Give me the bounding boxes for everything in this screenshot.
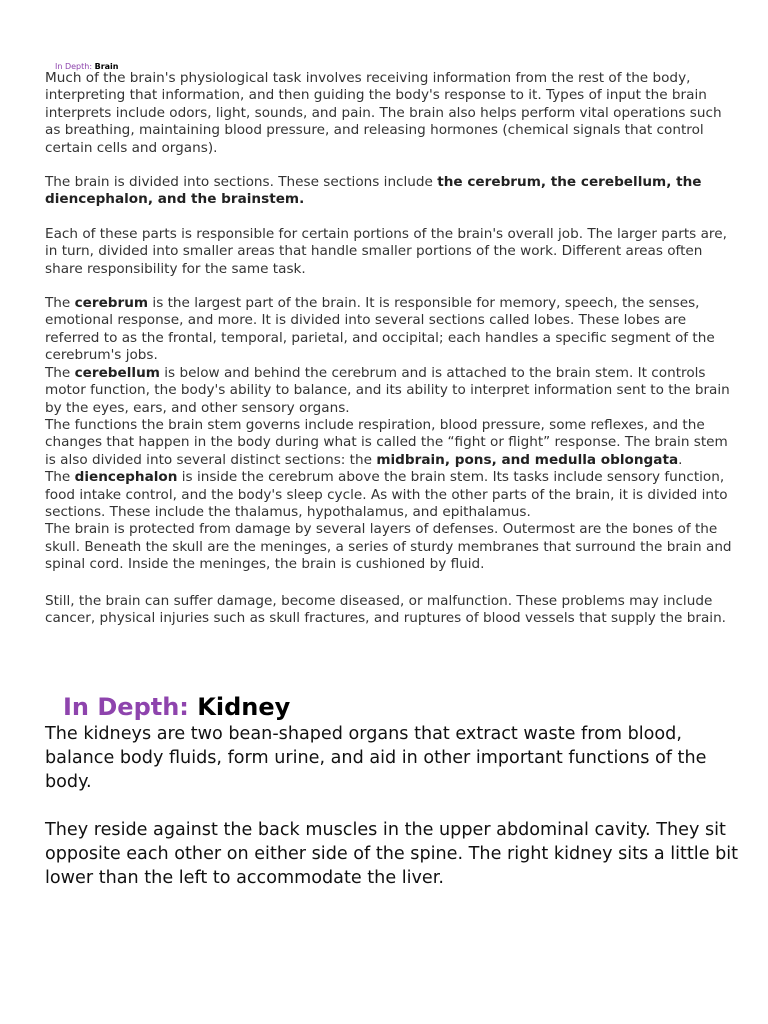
brain-paragraph-sections (45, 174, 735, 209)
text-span: The brain is divided into sections. These sections include (45, 174, 438, 191)
brain-paragraph-cerebellum (45, 365, 735, 417)
kidney-article-body (45, 722, 745, 890)
in-depth-label: In Depth: (55, 62, 93, 71)
brain-article-body (45, 70, 735, 627)
brain-paragraph-damage: Still, the brain can suffer damage, become diseased, or malfunction. These problems may include cancer, physical injuries such as skull fractures, and ruptures of blood vessels that supply the brain. (45, 592, 727, 626)
bold-text: cerebellum (74, 364, 160, 381)
text-span: is inside the cerebrum above the brain stem. Its tasks include sensory function, food intake control, and the body's sleep cycle. As with the other parts of the brain, it is divided into sections. These include the thalamus, hypothalamus, and epithalamus. (45, 469, 728, 520)
kidney-section-heading (63, 690, 290, 724)
kidney-paragraph-intro: The kidneys are two bean-shaped organs that extract waste from blood, balance body fluids, form urine, and aid in other important functions of the body. (45, 724, 707, 792)
brain-paragraph-protection: The brain is protected from damage by several layers of defenses. Outermost are the bones of the skull. Beneath the skull are the meninges, a series of sturdy membranes that surround the brain and spinal cord. Inside the meninges, the brain is cushioned by fluid. (45, 521, 732, 573)
brain-paragraph-brainstem (45, 417, 735, 469)
text-span: The functions the brain stem governs include respiration, blood pressure, some reflexes, and the changes that happen in the body during what is called the “fight or flight” response. The brain stem is also divided into several distinct sections: the (45, 416, 728, 468)
text-span: . (678, 451, 683, 468)
brain-topic-label: Brain (94, 62, 119, 71)
bold-text: cerebrum (74, 295, 149, 312)
text-span: is the largest part of the brain. It is responsible for memory, speech, the senses, emotional response, and more. It is divided into several sections called lobes. These lobes are referred to as the frontal, temporal, parietal, and occipital; each handles a specific segment of the cerebrum's jobs. (45, 295, 715, 364)
brain-paragraph-intro: Much of the brain's physiological task involves receiving information from the rest of the body, interpreting that information, and then guiding the body's response to it. Types of input the brain interprets include odors, light, sounds, and pain. The brain also helps perform vital operations such as breathing, maintaining blood pressure, and releasing hormones (chemical signals that control certain cells and organs). (45, 70, 722, 156)
bold-text: diencephalon (74, 469, 178, 486)
text-span: The (45, 295, 75, 312)
kidney-topic-label: Kidney (197, 693, 291, 721)
bold-text: midbrain, pons, and medulla oblongata (376, 451, 679, 468)
text-span: is below and behind the cerebrum and is attached to the brain stem. It controls motor function, the body's ability to balance, and its ability to interpret information sent to the brain by the eyes, ears, and other sensory organs. (45, 364, 730, 416)
kidney-paragraph-location: They reside against the back muscles in the upper abdominal cavity. They sit opposite each other on either side of the spine. The right kidney sits a little bit lower than the left to accommodate the liver. (45, 820, 739, 888)
text-span: The (45, 469, 75, 486)
brain-paragraph-cerebrum (45, 295, 735, 365)
brain-paragraph-diencephalon (45, 469, 735, 521)
in-depth-label: In Depth: (63, 693, 189, 721)
bold-text: the cerebrum, the cerebellum, the diencephalon, and the brainstem. (45, 174, 702, 208)
text-span: The (45, 364, 75, 381)
brain-paragraph-parts: Each of these parts is responsible for certain portions of the brain's overall job. The larger parts are, in turn, divided into smaller areas that handle smaller portions of the work. Different areas often share responsibility for the same task. (45, 225, 727, 277)
